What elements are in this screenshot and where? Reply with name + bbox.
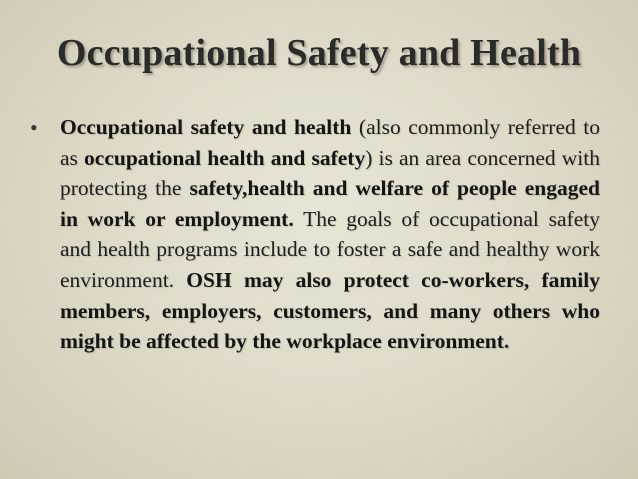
bullet-paragraph [60, 112, 600, 357]
bullet-item [30, 112, 608, 357]
bullet-marker: • [30, 115, 38, 140]
text-run: ) is an area concerned with protecting the [60, 145, 600, 201]
slide-title: Occupational Safety and Health [56, 32, 582, 74]
text-run: (also commonly referred to as [60, 115, 600, 170]
bold-phrase: safety,health and welfare of people engaged in work or employment. [60, 176, 600, 231]
bold-phrase: Occupational safety and health [60, 115, 352, 139]
bold-phrase: OSH may also protect co-workers, family members, employers, customers, and many others who might be affected by the workplace environment. [60, 267, 601, 354]
text-run: The goals of occupational safety and health programs include to foster a safe and healthy work environment. [60, 206, 600, 292]
bold-phrase: occupational health and safety [84, 145, 366, 170]
